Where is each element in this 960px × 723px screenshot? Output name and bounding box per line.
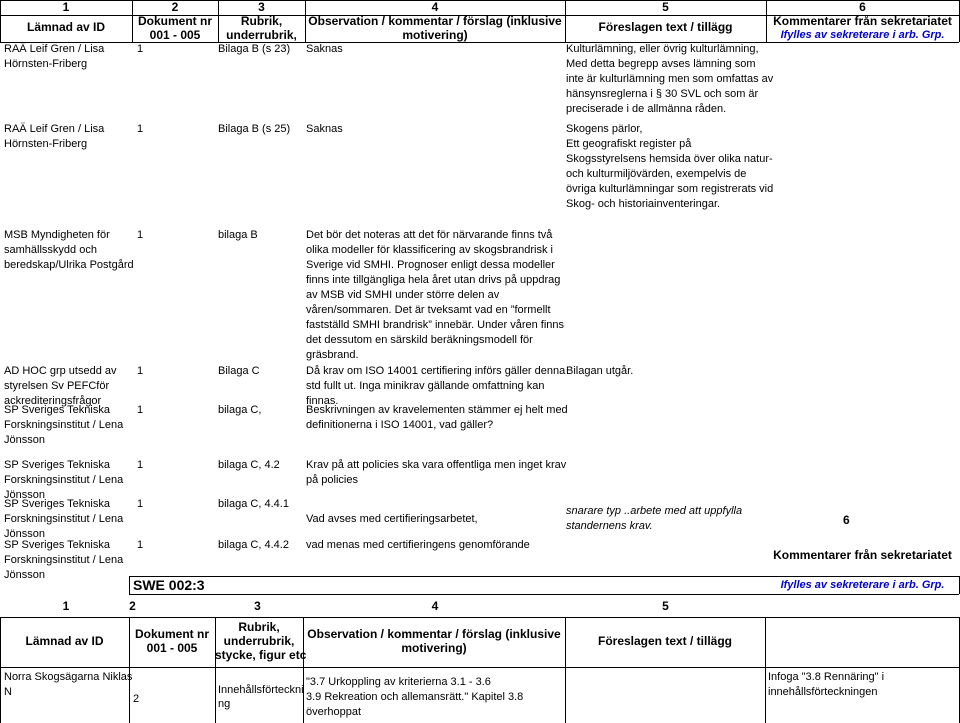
col-header-observation: Observation / kommentar / förslag (inklusive xyxy=(308,14,562,28)
observation-text: på policies xyxy=(306,474,358,486)
submitter: RAÄ Leif Gren / Lisa xyxy=(4,43,105,55)
col-header-foreslagen: Föreslagen text / tillägg xyxy=(598,20,733,34)
submitter: MSB Myndigheten för xyxy=(4,229,110,241)
col-header-doknr-range: 001 - 005 xyxy=(149,28,201,42)
observation-text: olika modeller för klassificering av skogsbrandrisk i xyxy=(306,244,553,256)
col-header-motivering-b: motivering) xyxy=(401,641,467,655)
proposed-text: snarare typ ..arbete med att uppfylla xyxy=(566,505,743,517)
proposed-text: Ett geografiskt register på xyxy=(566,138,692,150)
heading-ref: bilaga C, 4.2 xyxy=(218,459,280,471)
heading-ref: bilaga B xyxy=(218,229,258,241)
submitter: Forskningsinstitut / Lena xyxy=(4,474,124,486)
observation-text: finns inte tillgängliga hela året utan drivs på uppdrag xyxy=(306,274,561,286)
proposed-text: och kulturmiljövärden, exempelvis de xyxy=(566,168,747,180)
submitter: Forskningsinstitut / Lena xyxy=(4,513,124,525)
heading-ref: Bilaga B (s 25) xyxy=(218,123,291,135)
col-num-1-b: 1 xyxy=(62,599,70,613)
secretariat-comment: innehållsförteckningen xyxy=(768,686,878,698)
submitter: SP Sveriges Tekniska xyxy=(4,498,110,510)
submitter: Jönsson xyxy=(4,528,45,540)
col-header-doknr-b: Dokument nr xyxy=(134,627,209,641)
document-number: 1 xyxy=(137,404,144,416)
observation-text: Då krav om ISO 14001 certifiering införs gäller denna xyxy=(306,365,566,377)
proposed-text: Skogens pärlor, xyxy=(566,123,643,135)
col-header-lamnad: Lämnad av ID xyxy=(26,20,106,34)
col-header-motivering: motivering) xyxy=(402,28,468,42)
heading-ref: Bilaga C xyxy=(218,365,260,377)
col-header-doknr-range-b: 001 - 005 xyxy=(146,641,198,655)
observation-text: Vad avses med certifieringsarbetet, xyxy=(306,513,478,525)
observation-text: definitionerna i ISO 14001, vad gäller? xyxy=(306,419,494,431)
col-header-rubrik-b: Rubrik, xyxy=(238,620,280,634)
observation-text: std fullt ut. Inga minikrav gällande omfattning kan xyxy=(306,380,545,392)
submitter: RAÄ Leif Gren / Lisa xyxy=(4,123,105,135)
document-number: 1 xyxy=(137,539,144,551)
observation-text: Beskrivningen av kravelementen stämmer ej helt med xyxy=(306,404,568,416)
submitter: Norra Skogsägarna Niklas xyxy=(4,671,133,683)
proposed-text: hänsynsreglerna i § 30 SVL och som är xyxy=(566,88,759,100)
proposed-text: standernens krav. xyxy=(566,520,653,532)
proposed-text: preciserade i de allmänna råden. xyxy=(566,103,727,115)
observation-text: Sverige vid SMHI. Prognoser enligt dessa modeller xyxy=(306,259,555,271)
proposed-text: Bilagan utgår. xyxy=(566,365,634,377)
observation-text: det dessutom en särskild beräkningsmodell för xyxy=(306,334,533,346)
document-id: SWE 002:3 xyxy=(133,577,205,593)
document-number: 1 xyxy=(137,123,144,135)
submitter: SP Sveriges Tekniska xyxy=(4,404,110,416)
observation-text: fastställd SMHI brandrisk” innebär. Under våren finns xyxy=(306,319,565,331)
col-num-2-b: 2 xyxy=(129,599,136,613)
submitter: SP Sveriges Tekniska xyxy=(4,539,110,551)
observation-text: av MSB vid SMHI under större delen av xyxy=(306,289,500,301)
col-num-2: 2 xyxy=(171,0,179,14)
col-header-ifylles: Ifylles av sekreterare i arb. Grp. xyxy=(780,29,945,41)
col-header-underrubrik-b: underrubrik, xyxy=(223,634,295,648)
heading-ref: bilaga C, 4.4.2 xyxy=(218,539,289,551)
submitter: ackrediteringsfrågor xyxy=(4,395,102,407)
col-header-stycke-b: stycke, figur etc xyxy=(215,648,307,662)
col-header-underrubrik: underrubrik, xyxy=(226,28,297,42)
observation-text: gräsbrand. xyxy=(306,349,359,361)
heading-ref: Innehållsförteckni xyxy=(218,684,304,696)
submitter: Jönsson xyxy=(4,489,45,501)
col-num-5: 5 xyxy=(662,0,669,14)
col-num-5-b: 5 xyxy=(662,599,669,613)
observation-text: finnas. xyxy=(306,395,339,407)
col-num-4-b: 4 xyxy=(431,599,439,613)
col-num-1: 1 xyxy=(62,0,70,14)
submitter: samhällsskydd och xyxy=(4,244,97,256)
secretariat-comment: Infoga "3.8 Rennäring" i xyxy=(768,671,885,683)
proposed-text: Skog- och historiainventeringar. xyxy=(566,198,721,210)
observation-text: överhoppat xyxy=(306,706,362,718)
submitter: Forskningsinstitut / Lena xyxy=(4,554,124,566)
proposed-text: inte är kulturlämning men som omfattas av xyxy=(566,73,774,85)
submitter: Forskningsinstitut / Lena xyxy=(4,419,124,431)
col-num-6-repeat: 6 xyxy=(843,513,850,527)
proposed-text: övriga kulturlämningar som registrerats vid xyxy=(566,183,774,195)
observation-text: Det bör det noteras att det för närvarande finns två xyxy=(306,229,553,241)
submitter: Jönsson xyxy=(4,434,45,446)
document-number: 2 xyxy=(133,693,140,705)
document-number: 1 xyxy=(137,459,144,471)
submitter: Hörnsten-Friberg xyxy=(4,58,88,70)
heading-ref: Bilaga B (s 23) xyxy=(218,43,291,55)
observation-text: Saknas xyxy=(306,123,343,135)
heading-ref: bilaga C, 4.4.1 xyxy=(218,498,289,510)
col-header-observation-b: Observation / kommentar / förslag (inklusive xyxy=(307,627,561,641)
document-number: 1 xyxy=(137,498,144,510)
col-header-ifylles-repeat: Ifylles av sekreterare i arb. Grp. xyxy=(780,579,945,591)
heading-ref: bilaga C, xyxy=(218,404,262,416)
proposed-text: Kulturlämning, eller övrig kulturlämning, xyxy=(566,43,759,55)
observation-text: vad menas med certifieringens genomförande xyxy=(306,539,530,551)
submitter: Jönsson xyxy=(4,569,45,581)
col-header-doknr: Dokument nr xyxy=(137,14,212,28)
proposed-text: Skogsstyrelsens hemsida över olika natur- xyxy=(566,153,773,165)
col-num-4: 4 xyxy=(431,0,439,14)
observation-text: Krav på att policies ska vara offentliga men inget krav xyxy=(306,459,567,471)
col-header-lamnad-b: Lämnad av ID xyxy=(25,634,104,648)
submitter: AD HOC grp utsedd av xyxy=(4,365,117,377)
document-number: 1 xyxy=(137,229,144,241)
submitter: styrelsen Sv PEFCför xyxy=(4,380,110,392)
submitter: N xyxy=(4,686,12,698)
submitter: Hörnsten-Friberg xyxy=(4,138,88,150)
observation-text: Saknas xyxy=(306,43,343,55)
document-number: 1 xyxy=(137,365,144,377)
col-header-kommentarer: Kommentarer från sekretariatet xyxy=(773,14,952,28)
observation-text: våren/sommaren. Det är tveksamt vad en ”formellt xyxy=(306,304,551,316)
submitter: SP Sveriges Tekniska xyxy=(4,459,110,471)
observation-text: 3.9 Rekreation och allemansrätt." Kapitel 3.8 xyxy=(306,691,524,703)
observation-text: "3.7 Urkoppling av kriterierna 3.1 - 3.6 xyxy=(306,676,491,688)
col-num-3: 3 xyxy=(258,0,265,14)
proposed-text: Med detta begrepp avses lämning som xyxy=(566,58,756,70)
heading-ref: ng xyxy=(218,698,231,710)
col-num-3-b: 3 xyxy=(254,599,261,613)
col-header-rubrik: Rubrik, xyxy=(240,14,283,28)
document-number: 1 xyxy=(137,43,144,55)
col-num-6: 6 xyxy=(859,0,866,14)
col-header-foreslagen-b: Föreslagen text / tillägg xyxy=(597,634,733,648)
submitter: beredskap/Ulrika Postgård xyxy=(4,259,134,271)
col-header-kommentarer-repeat: Kommentarer från sekretariatet xyxy=(773,548,952,562)
